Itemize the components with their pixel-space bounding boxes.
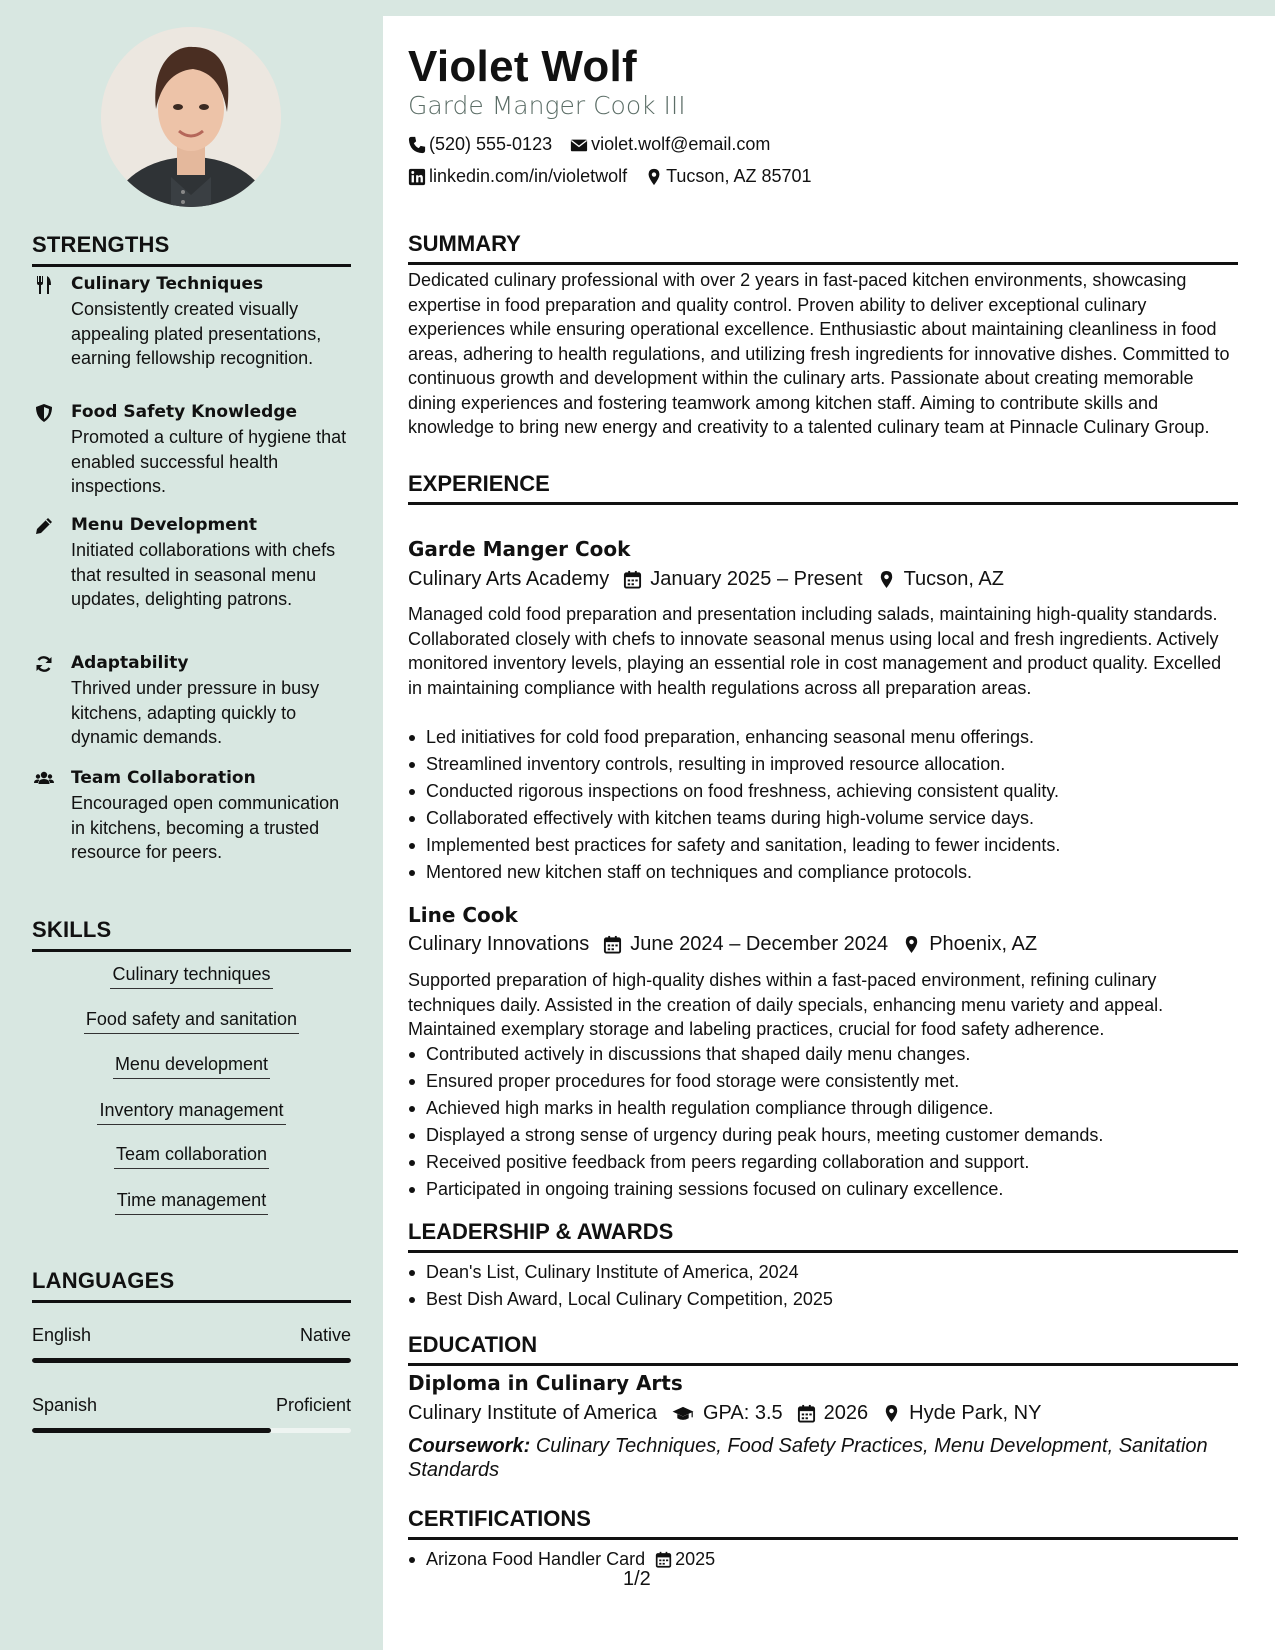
strength-desc: Consistently created visually appealing plated presentations, earning fellowship recognition. — [71, 299, 322, 368]
experience-heading: EXPERIENCE — [408, 471, 1238, 505]
list-item: Participated in ongoing training sessions focused on culinary excellence. — [408, 1176, 1238, 1203]
coursework — [408, 1434, 1238, 1482]
list-item: Collaborated effectively with kitchen teams during high-volume service days. — [408, 805, 1238, 832]
contact-phone: (520) 555-0123 — [408, 134, 552, 155]
map-pin-icon — [882, 1404, 901, 1423]
list-item: Implemented best practices for safety and sanitation, leading to fewer incidents. — [408, 832, 1238, 859]
strength-item — [32, 767, 352, 865]
language-item — [32, 1325, 351, 1363]
skill-item: Culinary techniques — [32, 964, 351, 989]
job-dates: January 2025 – Present — [650, 568, 863, 590]
strength-item — [32, 273, 352, 371]
job-description: Managed cold food preparation and presentation including salads, maintaining high-quality standards. Collaborated closely with chefs to innovate seasonal menus using local and fresh ingredients. Actively monitored inventory levels, playing an essential role in cost management and product quality. Excelled in maintaining compliance with health regulations across all preparation areas. — [408, 604, 1222, 698]
strength-desc: Initiated collaborations with chefs that resulted in seasonal menu updates, delighting patrons. — [71, 540, 336, 609]
job-location: Phoenix, AZ — [929, 933, 1038, 955]
strength-desc: Encouraged open communication in kitchens, becoming a trusted resource for peers. — [71, 793, 340, 862]
language-level: Native — [299, 1325, 351, 1345]
strength-item — [32, 514, 352, 612]
coursework-text: Culinary Techniques, Food Safety Practices, Menu Development, Sanitation Standards — [408, 1435, 1208, 1481]
list-item: Displayed a strong sense of urgency during peak hours, meeting customer demands. — [408, 1122, 1238, 1149]
strength-item — [32, 401, 352, 499]
calendar-icon — [603, 935, 622, 954]
list-item: Best Dish Award, Local Culinary Competition, 2025 — [408, 1286, 1238, 1313]
list-item: Streamlined inventory controls, resulting in improved resource allocation. — [408, 751, 1238, 778]
linkedin-icon — [408, 168, 426, 186]
list-item — [408, 1546, 1238, 1573]
main-content — [383, 16, 1275, 1650]
job-meta — [408, 933, 1037, 956]
envelope-icon — [570, 136, 588, 154]
users-icon — [32, 769, 56, 789]
job-title: Garde Manger Cook — [408, 537, 631, 561]
contact-row — [408, 134, 788, 155]
contact-location: Tucson, AZ 85701 — [645, 166, 811, 187]
contact-row — [408, 166, 830, 187]
education-gpa: GPA: 3.5 — [703, 1402, 783, 1424]
list-item: Dean's List, Culinary Institute of America, 2024 — [408, 1259, 1238, 1286]
contact-email[interactable]: violet.wolf@email.com — [570, 134, 770, 155]
strength-desc: Promoted a culture of hygiene that enabled successful health inspections. — [71, 427, 347, 496]
list-item: Achieved high marks in health regulation compliance through diligence. — [408, 1095, 1238, 1122]
phone-icon — [408, 136, 426, 154]
strength-item — [32, 652, 352, 750]
map-pin-icon — [902, 935, 921, 954]
education-meta — [408, 1402, 1041, 1425]
strength-desc: Thrived under pressure in busy kitchens, adapting quickly to dynamic demands. — [71, 678, 320, 747]
skill-item: Team collaboration — [32, 1144, 351, 1169]
list-item: Mentored new kitchen staff on techniques and compliance protocols. — [408, 859, 1238, 886]
graduation-cap-icon — [671, 1404, 695, 1423]
certification-year: 2025 — [675, 1549, 716, 1569]
calendar-icon — [655, 1551, 672, 1568]
contact-linkedin[interactable]: linkedin.com/in/violetwolf — [408, 166, 627, 187]
leadership-list — [408, 1259, 1238, 1313]
candidate-name: Violet Wolf — [408, 42, 638, 91]
skill-item: Food safety and sanitation — [32, 1009, 351, 1034]
language-name: English — [32, 1325, 92, 1345]
skill-item: Time management — [32, 1190, 351, 1215]
utensils-icon — [34, 275, 54, 295]
language-level: Proficient — [275, 1395, 351, 1415]
sidebar — [0, 0, 383, 1650]
job-dates: June 2024 – December 2024 — [630, 933, 889, 955]
calendar-icon — [797, 1404, 816, 1423]
list-item: Led initiatives for cold food preparation, enhancing seasonal menu offerings. — [408, 724, 1238, 751]
list-item: Ensured proper procedures for food storage were consistently met. — [408, 1068, 1238, 1095]
language-item — [32, 1395, 351, 1433]
job-company: Culinary Arts Academy — [408, 568, 610, 590]
education-location: Hyde Park, NY — [909, 1402, 1042, 1424]
calendar-icon — [623, 570, 642, 589]
map-pin-icon — [645, 168, 663, 186]
list-item: Received positive feedback from peers regarding collaboration and support. — [408, 1149, 1238, 1176]
language-name: Spanish — [32, 1395, 98, 1415]
strength-title: Culinary Techniques — [71, 274, 264, 294]
certifications-list — [408, 1546, 1238, 1573]
map-pin-icon — [877, 570, 896, 589]
list-item: Conducted rigorous inspections on food freshness, achieving consistent quality. — [408, 778, 1238, 805]
page-number: 1/2 — [623, 1568, 651, 1590]
strengths-heading: STRENGTHS — [32, 232, 351, 267]
job-description: Supported preparation of high-quality dishes within a fast-paced environment, refining culinary techniques daily. Assisted in the creation of daily specials, enhancing menu variety and appeal. Maintained exemplary storage and labeling practices, crucial for food safety adherence. — [408, 970, 1164, 1039]
education-heading: EDUCATION — [408, 1332, 1238, 1366]
leadership-heading: LEADERSHIP & AWARDS — [408, 1219, 1238, 1253]
languages-heading: LANGUAGES — [32, 1268, 351, 1303]
skill-item: Inventory management — [32, 1100, 351, 1125]
job-title: Line Cook — [408, 903, 518, 927]
school-name: Culinary Institute of America — [408, 1402, 657, 1424]
certification-name: Arizona Food Handler Card — [426, 1549, 646, 1569]
job-meta — [408, 568, 1004, 591]
job-bullets — [408, 724, 1238, 886]
strength-title: Food Safety Knowledge — [71, 402, 298, 422]
refresh-icon — [34, 654, 54, 674]
skill-item: Menu development — [32, 1054, 351, 1079]
strength-title: Team Collaboration — [71, 768, 256, 788]
language-proficiency-bar — [32, 1428, 351, 1433]
shield-icon — [34, 403, 54, 423]
job-bullets — [408, 1041, 1238, 1203]
list-item: Contributed actively in discussions that shaped daily menu changes. — [408, 1041, 1238, 1068]
strength-title: Adaptability — [71, 653, 189, 673]
language-proficiency-bar — [32, 1358, 351, 1363]
education-year: 2026 — [823, 1402, 869, 1424]
candidate-title: Garde Manger Cook III — [408, 91, 686, 120]
degree-title: Diploma in Culinary Arts — [408, 1371, 683, 1395]
pencil-icon — [34, 516, 54, 536]
skills-heading: SKILLS — [32, 917, 351, 952]
summary-heading: SUMMARY — [408, 231, 1238, 265]
coursework-label: Coursework: — [408, 1435, 531, 1457]
certifications-heading: CERTIFICATIONS — [408, 1506, 1238, 1540]
profile-photo — [101, 27, 281, 207]
job-location: Tucson, AZ — [903, 568, 1004, 590]
job-company: Culinary Innovations — [408, 933, 590, 955]
summary-text: Dedicated culinary professional with over 2 years in fast-paced kitchen environments, showcasing expertise in food preparation and quality control. Proven ability to deliver exceptional culinary experiences while ensuring operational excellence. Enthusiastic about maintaining cleanliness in food areas, adhering to health regulations, and utilizing fresh ingredients for innovative dishes. Committed to continuous growth and development within the culinary arts. Passionate about creating memorable dining experiences and fostering teamwork among kitchen staff. Aiming to contribute skills and knowledge to bring new energy and creativity to a talented culinary team at Pinnacle Culinary Group. — [408, 270, 1230, 437]
strength-title: Menu Development — [71, 515, 257, 535]
